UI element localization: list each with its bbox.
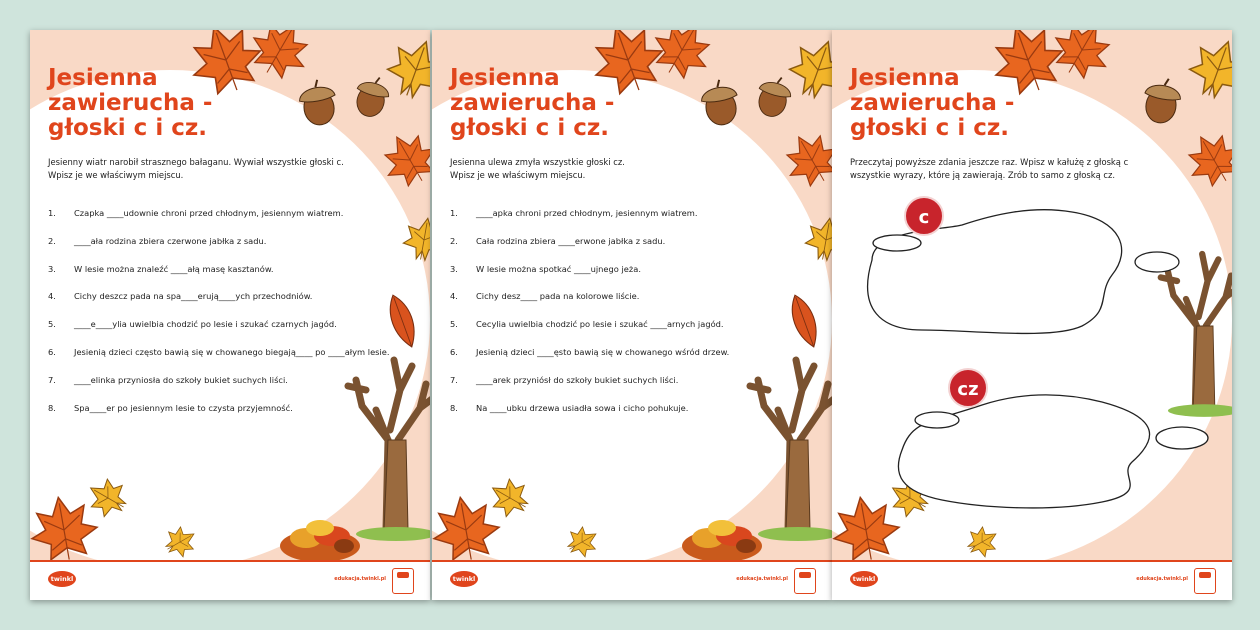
exercise-item: 1. Czapka ____udownie chroni przed chłodnym, jesiennym wiatrem. <box>48 208 344 218</box>
page-title: Jesienna zawierucha - głoski c i cz. <box>48 65 213 141</box>
puddle-label-cz: cz <box>948 368 988 408</box>
acorn-icon <box>698 77 741 128</box>
badge-icon <box>392 568 414 594</box>
instructions: Jesienna ulewa zmyła wszystkie głoski cz. Wpisz je we właściwym miejscu. <box>450 157 625 180</box>
footer-url: edukacja.twinkl.pl <box>334 576 386 582</box>
maple-leaf-icon <box>432 492 504 566</box>
twinkl-logo: twinkl <box>450 571 478 587</box>
acorn-icon <box>296 77 339 128</box>
page-title: Jesienna zawierucha - głoski c i cz. <box>850 65 1015 141</box>
leaf-icon <box>562 522 603 562</box>
puddle-c <box>868 210 1122 334</box>
acorn-icon <box>351 73 393 121</box>
page-footer <box>432 560 832 600</box>
page-title: Jesienna zawierucha - głoski c i cz. <box>450 65 615 141</box>
puddle-splash <box>915 412 959 428</box>
instructions: Przeczytaj powyższe zdania jeszcze raz. Wpisz w kałużę z głoską c wszystkie wyrazy, które ją zawierają. Zrób to samo z głoską cz. <box>850 157 1129 180</box>
exercise-item: 5. ____e____ylia uwielbia chodzić po lesie i szukać czarnych jagód. <box>48 319 337 330</box>
puddle-splash <box>1135 252 1179 272</box>
leaf-icon <box>484 472 535 522</box>
puddle-splash <box>873 235 921 251</box>
exercise-item: 8. Na ____ubku drzewa usiadła sowa i cicho pohukuje. <box>450 402 689 413</box>
exercise-item: 3. W lesie można znaleźć ____ałą masę kasztanów. <box>48 263 274 274</box>
footer-url: edukacja.twinkl.pl <box>736 576 788 582</box>
worksheet-page-2 <box>432 30 832 600</box>
exercise-item: 3. W lesie można spotkać ____ujnego jeża. <box>450 263 641 274</box>
exercise-item: 5. Cecylia uwielbia chodzić po lesie i szukać ____arnych jagód. <box>450 319 724 330</box>
exercise-item: 2. ____ała rodzina zbiera czerwone jabłka z sadu. <box>48 235 267 246</box>
exercise-item: 4. Cichy deszcz pada na spa____erują____ych przechodniów. <box>48 291 313 302</box>
puddles-drawing <box>832 30 1232 600</box>
exercise-item: 4. Cichy desz____ pada na kolorowe liście. <box>450 291 640 302</box>
puddle-label-c: c <box>904 196 944 236</box>
exercise-item: 7. ____elinka przyniosła do szkoły bukiet suchych liści. <box>48 374 288 385</box>
twinkl-logo: twinkl <box>850 571 878 587</box>
exercise-item: 8. Spa____er po jesiennym lesie to czysta przyjemność. <box>48 402 293 413</box>
exercise-item: 6. Jesienią dzieci często bawią się w chowanego biegają____ po ____ałym lesie. <box>48 346 390 357</box>
exercise-list <box>48 208 428 430</box>
footer-url: edukacja.twinkl.pl <box>1136 576 1188 582</box>
exercise-item: 1. ____apka chroni przed chłodnym, jesiennym wiatrem. <box>450 208 698 218</box>
badge-icon <box>794 568 816 594</box>
maple-leaf-icon <box>776 124 832 194</box>
leaf-icon <box>82 472 133 522</box>
page-footer <box>832 560 1232 600</box>
leaf-icon <box>160 522 201 562</box>
page-footer <box>30 560 430 600</box>
worksheet-page-1 <box>30 30 430 600</box>
leaf-pile-icon <box>280 520 360 562</box>
exercise-item: 7. ____arek przyniósł do szkoły bukiet suchych liści. <box>450 374 679 385</box>
puddle-splash <box>1156 427 1208 449</box>
badge-icon <box>1194 568 1216 594</box>
leaf-pile-icon <box>682 520 762 562</box>
exercise-list <box>450 208 830 430</box>
instructions: Jesienny wiatr narobił strasznego bałaganu. Wywiał wszystkie głoski c. Wpisz je we właściwym miejscu. <box>48 157 344 180</box>
exercise-item: 6. Jesienią dzieci ____ęsto bawią się w chowanego wśród drzew. <box>450 346 730 357</box>
acorn-icon <box>753 73 795 121</box>
worksheet-page-3 <box>832 30 1232 600</box>
maple-leaf-icon <box>30 492 102 566</box>
maple-leaf-icon <box>374 124 430 194</box>
exercise-item: 2. Cała rodzina zbiera ____erwone jabłka z sadu. <box>450 235 666 246</box>
twinkl-logo: twinkl <box>48 571 76 587</box>
